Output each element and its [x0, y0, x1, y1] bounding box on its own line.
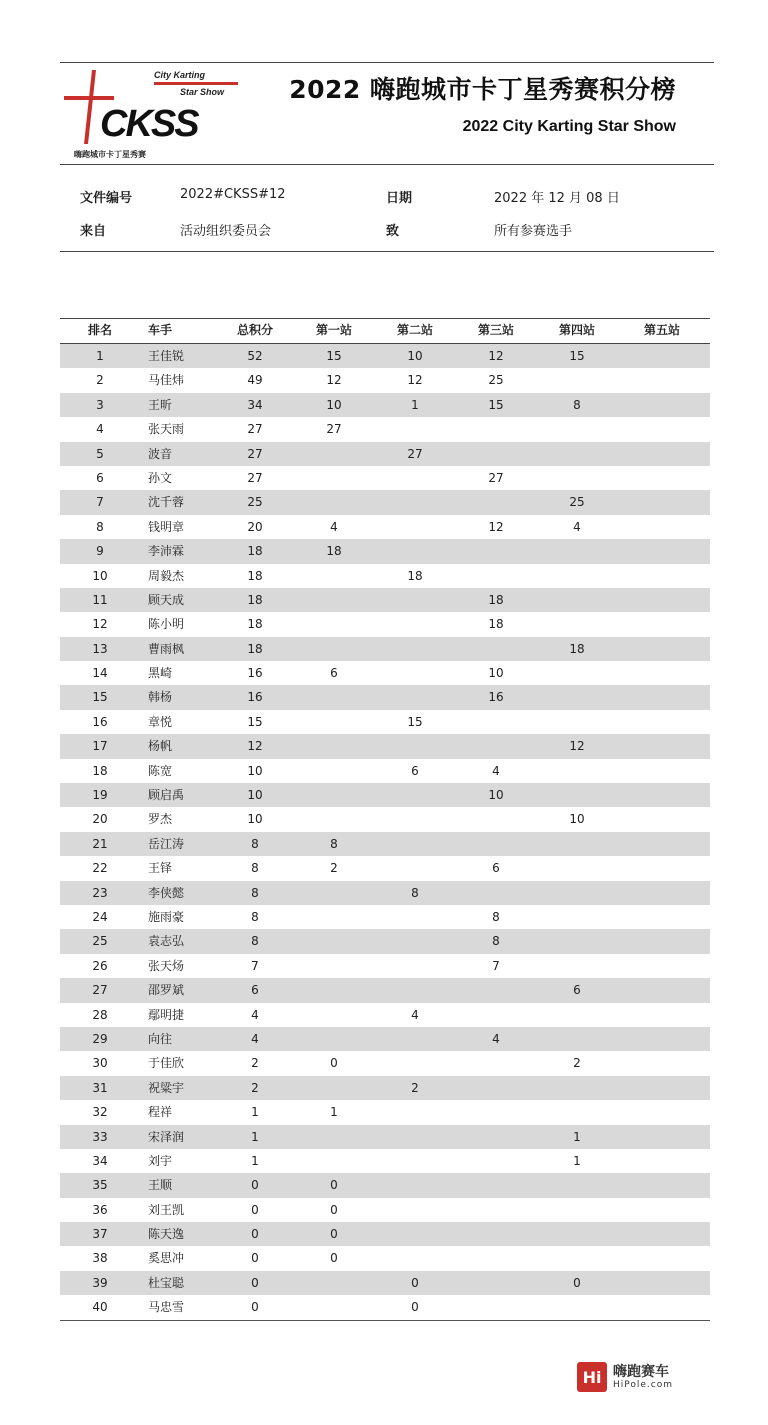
total-cell: 15: [247, 714, 263, 729]
rank-cell: 13: [92, 641, 108, 656]
rank-cell: 39: [92, 1275, 108, 1290]
stage-1-cell: 0: [330, 1178, 338, 1193]
stage-2-cell: 0: [411, 1300, 419, 1315]
driver-cell: 章悦: [148, 714, 173, 729]
header-stage-2: 第二站: [396, 323, 433, 337]
table-row: [60, 344, 710, 368]
table-row: [60, 783, 710, 807]
table-row: [60, 490, 710, 514]
total-cell: 8: [251, 909, 259, 924]
total-cell: 8: [251, 836, 259, 851]
rank-cell: 1: [96, 349, 104, 363]
header-driver: 车手: [148, 323, 173, 337]
stage-4-cell: 8: [573, 397, 581, 412]
total-cell: 8: [251, 934, 259, 949]
rank-cell: 25: [92, 934, 108, 949]
total-cell: 10: [247, 788, 263, 803]
rank-cell: 36: [92, 1202, 108, 1217]
stage-2-cell: 6: [411, 763, 419, 778]
stage-3-cell: 25: [488, 373, 504, 388]
stage-1-cell: 15: [326, 349, 342, 363]
driver-cell: 王昕: [148, 397, 173, 412]
total-cell: 49: [247, 373, 263, 388]
table-header: [60, 318, 710, 344]
stage-1-cell: 0: [330, 1202, 338, 1217]
doc-no-value: 2022#CKSS#12: [180, 187, 286, 202]
rank-cell: 18: [92, 763, 108, 778]
table-row: [60, 417, 710, 441]
driver-cell: 刘宇: [148, 1153, 173, 1168]
driver-cell: 韩杨: [148, 690, 173, 705]
rank-cell: 14: [92, 666, 108, 681]
page-subtitle: 2022 City Karting Star Show: [462, 118, 676, 135]
rank-cell: 17: [92, 739, 108, 754]
rank-cell: 38: [92, 1251, 108, 1266]
driver-cell: 罗杰: [148, 812, 173, 827]
table-row: [60, 1076, 710, 1100]
total-cell: 34: [247, 397, 263, 412]
stage-3-cell: 6: [492, 861, 500, 876]
table-row: [60, 1149, 710, 1173]
rank-cell: 29: [92, 1031, 108, 1046]
stage-4-cell: 18: [569, 641, 585, 656]
driver-cell: 祝粱宇: [148, 1080, 185, 1095]
stage-1-cell: 10: [326, 397, 342, 412]
driver-cell: 陈天逸: [148, 1227, 185, 1242]
table-row: [60, 759, 710, 783]
table-row: [60, 1051, 710, 1075]
stage-3-cell: 12: [488, 349, 504, 363]
table-row: [60, 1100, 710, 1124]
total-cell: 12: [247, 739, 263, 754]
rank-cell: 12: [92, 617, 108, 632]
driver-cell: 杜宝聪: [148, 1275, 185, 1290]
total-cell: 2: [251, 1080, 259, 1095]
stage-4-cell: 6: [573, 983, 581, 998]
rank-cell: 10: [92, 568, 108, 583]
driver-cell: 曹雨枫: [148, 641, 185, 656]
date-label: 日期: [386, 191, 413, 206]
total-cell: 0: [251, 1202, 259, 1217]
stage-3-cell: 15: [488, 397, 504, 412]
stage-1-cell: 8: [330, 836, 338, 851]
total-cell: 0: [251, 1300, 259, 1315]
stage-2-cell: 1: [411, 397, 419, 412]
table-row: [60, 661, 710, 685]
table-row: [60, 588, 710, 612]
stage-1-cell: 0: [330, 1056, 338, 1071]
header-rule: [60, 164, 714, 165]
total-cell: 52: [247, 349, 263, 363]
rank-cell: 22: [92, 861, 108, 876]
rank-cell: 26: [92, 958, 108, 973]
driver-cell: 王佳锐: [148, 349, 185, 363]
driver-cell: 顾启禹: [148, 788, 185, 803]
stage-3-cell: 16: [488, 690, 504, 705]
stage-4-cell: 1: [573, 1129, 581, 1144]
total-cell: 27: [247, 470, 263, 485]
stage-4-cell: 1: [573, 1153, 581, 1168]
rank-cell: 9: [96, 544, 104, 559]
stage-2-cell: 4: [411, 1007, 419, 1022]
total-cell: 18: [247, 592, 263, 607]
stage-2-cell: 27: [407, 446, 423, 461]
table-row: [60, 442, 710, 466]
table-row: [60, 856, 710, 880]
from-label: 来自: [80, 224, 107, 239]
total-cell: 8: [251, 861, 259, 876]
rank-cell: 16: [92, 714, 108, 729]
driver-cell: 张天炀: [148, 958, 185, 973]
table-row: [60, 368, 710, 392]
standings-table: [60, 318, 710, 1321]
stage-1-cell: 27: [326, 422, 342, 437]
total-cell: 27: [247, 422, 263, 437]
stage-4-cell: 15: [569, 349, 585, 363]
stage-4-cell: 10: [569, 812, 585, 827]
total-cell: 1: [251, 1153, 259, 1168]
svg-text:嗨跑城市卡丁星秀赛: 嗨跑城市卡丁星秀赛: [74, 150, 146, 159]
stage-4-cell: 2: [573, 1056, 581, 1071]
stage-1-cell: 4: [330, 519, 338, 534]
brand-cn: 嗨跑赛车: [613, 1364, 669, 1380]
driver-cell: 向往: [148, 1031, 173, 1046]
table-row: [60, 832, 710, 856]
table-row: [60, 710, 710, 734]
table-row: [60, 612, 710, 636]
total-cell: 20: [247, 519, 263, 534]
table-row: [60, 1027, 710, 1051]
rank-cell: 31: [92, 1080, 108, 1095]
driver-cell: 马佳炜: [148, 373, 185, 388]
driver-cell: 鄢明捷: [148, 1007, 185, 1022]
driver-cell: 马忠雪: [148, 1300, 185, 1315]
rank-cell: 33: [92, 1129, 108, 1144]
rank-cell: 5: [96, 446, 104, 461]
table-row: [60, 685, 710, 709]
header-stage-5: 第五站: [643, 323, 680, 337]
table-row: [60, 929, 710, 953]
total-cell: 18: [247, 568, 263, 583]
table-row: [60, 1125, 710, 1149]
header-stage-3: 第三站: [477, 323, 514, 337]
stage-2-cell: 12: [407, 373, 423, 388]
table-row: [60, 1003, 710, 1027]
table-row: [60, 1222, 710, 1246]
table-row: [60, 954, 710, 978]
table-bottom-rule: [60, 1320, 710, 1321]
rank-cell: 20: [92, 812, 108, 827]
total-cell: 7: [251, 958, 259, 973]
rank-cell: 19: [92, 788, 108, 803]
driver-cell: 奚思冲: [148, 1251, 185, 1266]
hipole-logo: [577, 1362, 673, 1392]
stage-3-cell: 8: [492, 909, 500, 924]
driver-cell: 施雨豪: [148, 909, 185, 924]
table-row: [60, 1271, 710, 1295]
driver-cell: 王铎: [148, 861, 173, 876]
table-row: [60, 734, 710, 758]
rank-cell: 40: [92, 1300, 108, 1315]
total-cell: 25: [247, 495, 263, 510]
stage-1-cell: 18: [326, 544, 342, 559]
total-cell: 0: [251, 1275, 259, 1290]
total-cell: 4: [251, 1007, 259, 1022]
from-value: 活动组织委员会: [180, 224, 272, 239]
total-cell: 0: [251, 1227, 259, 1242]
stage-3-cell: 4: [492, 1031, 500, 1046]
hipole-badge: Hi: [577, 1362, 607, 1392]
total-cell: 16: [247, 690, 263, 705]
stage-1-cell: 12: [326, 373, 342, 388]
total-cell: 6: [251, 983, 259, 998]
driver-cell: 陈宽: [148, 763, 173, 778]
header-stage-1: 第一站: [315, 323, 352, 337]
driver-cell: 张天雨: [148, 422, 185, 437]
header-stage-4: 第四站: [558, 323, 595, 337]
table-row: [60, 1173, 710, 1197]
svg-text:City Karting: City Karting: [154, 70, 206, 80]
stage-4-cell: 0: [573, 1275, 581, 1290]
to-label: 致: [386, 224, 400, 239]
stage-3-cell: 4: [492, 763, 500, 778]
stage-3-cell: 27: [488, 470, 504, 485]
rank-cell: 27: [92, 983, 108, 998]
table-row: [60, 1295, 710, 1319]
total-cell: 27: [247, 446, 263, 461]
date-value: 2022 年 12 月 08 日: [494, 191, 620, 206]
table-row: [60, 881, 710, 905]
table-row: [60, 807, 710, 831]
table-row: [60, 978, 710, 1002]
driver-cell: 岳江涛: [148, 836, 185, 851]
ckss-logo: [62, 66, 242, 160]
stage-3-cell: 18: [488, 617, 504, 632]
stage-4-cell: 25: [569, 495, 585, 510]
rank-cell: 34: [92, 1153, 108, 1168]
driver-cell: 李沛霖: [148, 544, 185, 559]
table-row: [60, 1198, 710, 1222]
table-row: [60, 539, 710, 563]
stage-4-cell: 12: [569, 739, 585, 754]
table-row: [60, 466, 710, 490]
table-row: [60, 905, 710, 929]
doc-no-label: 文件编号: [80, 191, 133, 206]
table-row: [60, 564, 710, 588]
stage-2-cell: 0: [411, 1275, 419, 1290]
total-cell: 18: [247, 641, 263, 656]
stage-4-cell: 4: [573, 519, 581, 534]
stage-1-cell: 0: [330, 1251, 338, 1266]
total-cell: 16: [247, 666, 263, 681]
stage-2-cell: 18: [407, 568, 423, 583]
rank-cell: 6: [96, 470, 104, 485]
total-cell: 8: [251, 885, 259, 900]
total-cell: 4: [251, 1031, 259, 1046]
rank-cell: 21: [92, 836, 108, 851]
rank-cell: 32: [92, 1105, 108, 1120]
driver-cell: 周毅杰: [148, 568, 185, 583]
table-row: [60, 637, 710, 661]
stage-3-cell: 12: [488, 519, 504, 534]
stage-1-cell: 2: [330, 861, 338, 876]
driver-cell: 袁志弘: [148, 934, 185, 949]
meta-rule: [60, 251, 714, 252]
rank-cell: 24: [92, 909, 108, 924]
rank-cell: 37: [92, 1227, 108, 1242]
rank-cell: 11: [92, 592, 108, 607]
driver-cell: 波音: [148, 446, 173, 461]
rank-cell: 7: [96, 495, 104, 510]
svg-text:CKSS: CKSS: [100, 103, 198, 145]
driver-cell: 于佳欣: [148, 1056, 185, 1071]
driver-cell: 宋泽润: [148, 1129, 185, 1144]
rank-cell: 30: [92, 1056, 108, 1071]
rank-cell: 15: [92, 690, 108, 705]
header-total: 总积分: [236, 323, 273, 337]
header-rank: 排名: [87, 323, 112, 337]
total-cell: 2: [251, 1056, 259, 1071]
rank-cell: 8: [96, 519, 104, 534]
stage-3-cell: 10: [488, 666, 504, 681]
stage-3-cell: 8: [492, 934, 500, 949]
stage-3-cell: 7: [492, 958, 500, 973]
stage-3-cell: 10: [488, 788, 504, 803]
top-rule: [60, 62, 714, 63]
rank-cell: 3: [96, 397, 104, 412]
svg-text:Star Show: Star Show: [180, 87, 225, 97]
to-value: 所有参赛选手: [494, 224, 573, 239]
total-cell: 10: [247, 763, 263, 778]
total-cell: 1: [251, 1129, 259, 1144]
stage-3-cell: 18: [488, 592, 504, 607]
table-row: [60, 515, 710, 539]
rank-cell: 35: [92, 1178, 108, 1193]
stage-1-cell: 0: [330, 1227, 338, 1242]
total-cell: 0: [251, 1251, 259, 1266]
driver-cell: 李侠懿: [148, 885, 185, 900]
table-body: [60, 344, 710, 1320]
driver-cell: 程祥: [148, 1105, 173, 1120]
rank-cell: 23: [92, 885, 108, 900]
stage-1-cell: 1: [330, 1105, 338, 1120]
brand-en: HiPole.com: [613, 1380, 674, 1390]
stage-2-cell: 10: [407, 349, 423, 363]
stage-2-cell: 2: [411, 1080, 419, 1095]
driver-cell: 黑崎: [148, 666, 173, 681]
total-cell: 0: [251, 1178, 259, 1193]
driver-cell: 孙文: [148, 470, 173, 485]
table-row: [60, 1246, 710, 1270]
rank-cell: 4: [96, 422, 104, 437]
stage-2-cell: 15: [407, 714, 423, 729]
stage-2-cell: 8: [411, 885, 419, 900]
rank-cell: 28: [92, 1007, 108, 1022]
driver-cell: 钱明章: [148, 519, 185, 534]
driver-cell: 杨帆: [148, 739, 173, 754]
total-cell: 10: [247, 812, 263, 827]
page-title: 2022 嗨跑城市卡丁星秀赛积分榜: [289, 75, 676, 104]
driver-cell: 邵罗斌: [148, 983, 185, 998]
driver-cell: 陈小明: [148, 617, 185, 632]
total-cell: 18: [247, 617, 263, 632]
table-row: [60, 393, 710, 417]
rank-cell: 2: [96, 373, 104, 388]
total-cell: 18: [247, 544, 263, 559]
driver-cell: 沈千蓉: [148, 495, 185, 510]
total-cell: 1: [251, 1105, 259, 1120]
stage-1-cell: 6: [330, 666, 338, 681]
driver-cell: 顾天成: [148, 592, 185, 607]
driver-cell: 刘王凯: [148, 1202, 185, 1217]
driver-cell: 王顺: [148, 1178, 173, 1193]
